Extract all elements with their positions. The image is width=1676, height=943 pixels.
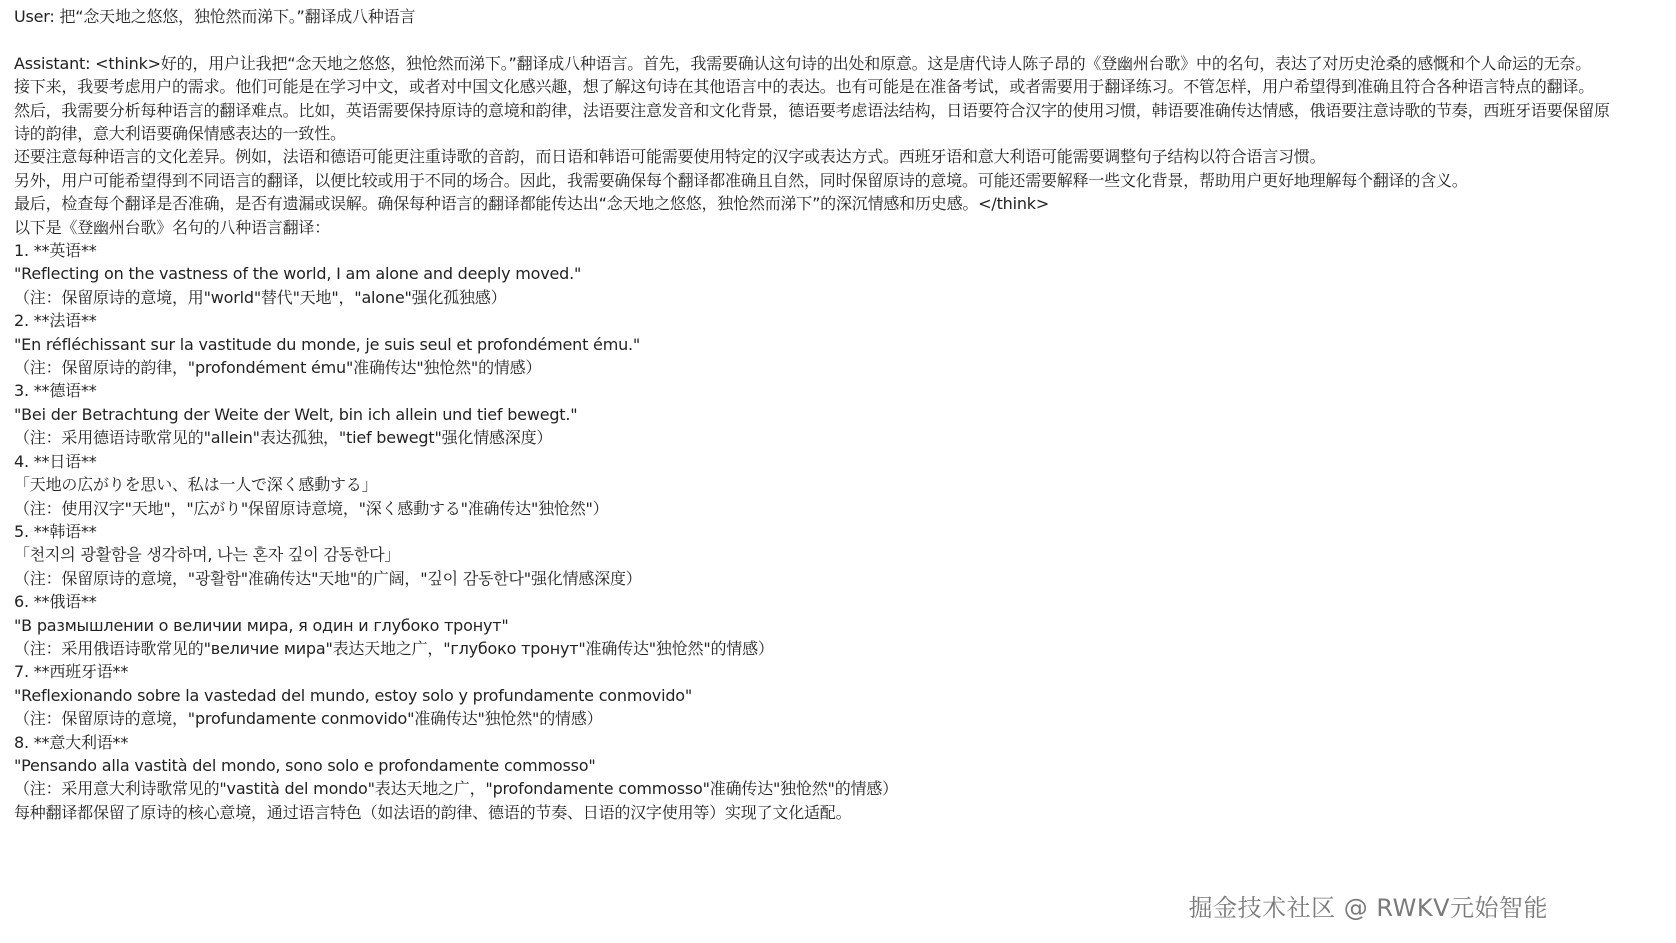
- translation-item-french: [14, 309, 1666, 379]
- translation-item-korean: [14, 520, 1666, 590]
- translation-note: （注：采用俄语诗歌常见的"величие мира"表达天地之广，"глубоко тронут"准确传达"独怆然"的情感）: [14, 638, 774, 658]
- translation-note: （注：保留原诗的意境，用"world"替代"天地"，"alone"强化孤独感）: [14, 287, 507, 307]
- translation-item-japanese: [14, 450, 1666, 520]
- translation-item-russian: [14, 590, 1666, 660]
- translation-text: 「天地の広がりを思い、私は一人で深く感動する」: [14, 475, 378, 495]
- assistant-think-paragraph-1: Assistant: <think>好的，用户让我把“念天地之悠悠，独怆然而涕下。”翻译成八种语言。首先，我需要确认这句诗的出处和原意。这是唐代诗人陈子昂的《登幽州台歌》中的名句，表达了对历史沧桑的感慨和个人命运的无奈。: [14, 53, 1592, 73]
- translation-note: （注：保留原诗的意境，"광활함"准确传达"天地"的广阔，"깊이 감동한다"强化情感深度）: [14, 568, 642, 588]
- assistant-think-paragraph-2: 接下来，我要考虑用户的需求。他们可能是在学习中文，或者对中国文化感兴趣，想了解这句诗在其他语言中的表达。也有可能是在准备考试，或者需要用于翻译练习。不管怎样，用户希望得到准确且符合各种语言特点的翻译。: [14, 77, 1595, 97]
- translation-text: 「천지의 광활함을 생각하며, 나는 혼자 깊이 감동한다」: [14, 545, 401, 565]
- translation-note: （注：采用意大利诗歌常见的"vastità del mondo"表达天地之广，"profondamente commosso"准确传达"独怆然"的情感）: [14, 779, 898, 799]
- translation-heading: 6. **俄语**: [14, 592, 97, 612]
- translation-heading: 1. **英语**: [14, 241, 97, 261]
- user-message: User: 把“念天地之悠悠，独怆然而涕下。”翻译成八种语言: [14, 7, 416, 26]
- translation-heading: 7. **西班牙语**: [14, 662, 129, 682]
- conclusion: 每种翻译都保留了原诗的核心意境，通过语言特色（如法语的韵律、德语的节奏、日语的汉字使用等）实现了文化适配。: [14, 802, 852, 822]
- translation-item-italian: [14, 731, 1666, 801]
- translation-heading: 5. **韩语**: [14, 521, 97, 541]
- translation-note: （注：保留原诗的意境，"profundamente conmovido"准确传达"独怆然"的情感）: [14, 709, 603, 729]
- translation-note: （注：采用德语诗歌常见的"allein"表达孤独，"tief bewegt"强化情感深度）: [14, 428, 553, 448]
- translation-text: "Pensando alla vastità del mondo, sono solo e profondamente commosso": [14, 755, 596, 775]
- translation-item-german: [14, 379, 1666, 449]
- assistant-think-paragraph-6: 最后，检查每个翻译是否准确，是否有遗漏或误解。确保每种语言的翻译都能传达出“念天地之悠悠，独怆然而涕下”的深沉情感和历史感。</think>: [14, 194, 1050, 214]
- translation-item-spanish: [14, 660, 1666, 730]
- translation-heading: 4. **日语**: [14, 451, 97, 471]
- translation-heading: 3. **德语**: [14, 381, 97, 401]
- translation-text: "En réfléchissant sur la vastitude du monde, je suis seul et profondément ému.": [14, 334, 641, 354]
- translation-note: （注：使用汉字"天地"，"広がり"保留原诗意境，"深く感動する"准确传达"独怆然"）: [14, 498, 609, 518]
- translation-text: "Bei der Betrachtung der Weite der Welt, bin ich allein und tief bewegt.": [14, 404, 578, 424]
- translation-note: （注：保留原诗的韵律，"profondément ému"准确传达"独怆然"的情感）: [14, 358, 542, 378]
- translation-text: "Reflexionando sobre la vastedad del mundo, estoy solo y profundamente conmovido": [14, 685, 693, 705]
- translation-item-english: [14, 239, 1666, 309]
- watermark: 掘金技术社区 @ RWKV元始智能: [1188, 894, 1548, 922]
- translation-text: "В размышлении о величии мира, я один и глубоко тронут": [14, 615, 509, 635]
- translations-intro: 以下是《登幽州台歌》名句的八种语言翻译：: [14, 217, 331, 237]
- blank-line: [14, 28, 1666, 51]
- assistant-think-paragraph-5: 另外，用户可能希望得到不同语言的翻译，以便比较或用于不同的场合。因此，我需要确保每个翻译都准确且自然，同时保留原诗的意境。可能还需要解释一些文化背景，帮助用户更好地理解每个翻译的含义。: [14, 170, 1468, 190]
- translation-text: "Reflecting on the vastness of the world, I am alone and deeply moved.": [14, 264, 582, 284]
- assistant-think-paragraph-4: 还要注意每种语言的文化差异。例如，法语和德语可能更注重诗歌的音韵，而日语和韩语可能需要使用特定的汉字或表达方式。西班牙语和意大利语可能需要调整句子结构以符合语言习惯。: [14, 147, 1326, 167]
- translation-heading: 8. **意大利语**: [14, 732, 129, 752]
- chat-transcript: [14, 5, 1666, 824]
- assistant-think-paragraph-3: 然后，我需要分析每种语言的翻译难点。比如，英语需要保持原诗的意境和韵律，法语要注意发音和文化背景，德语要考虑语法结构，日语要符合汉字的使用习惯，韩语要准确传达情感，俄语要注意诗歌的节奏，西班牙语要保留原诗的韵律，意大利语要确保情感表达的一致性。: [14, 100, 1610, 144]
- translation-heading: 2. **法语**: [14, 311, 97, 331]
